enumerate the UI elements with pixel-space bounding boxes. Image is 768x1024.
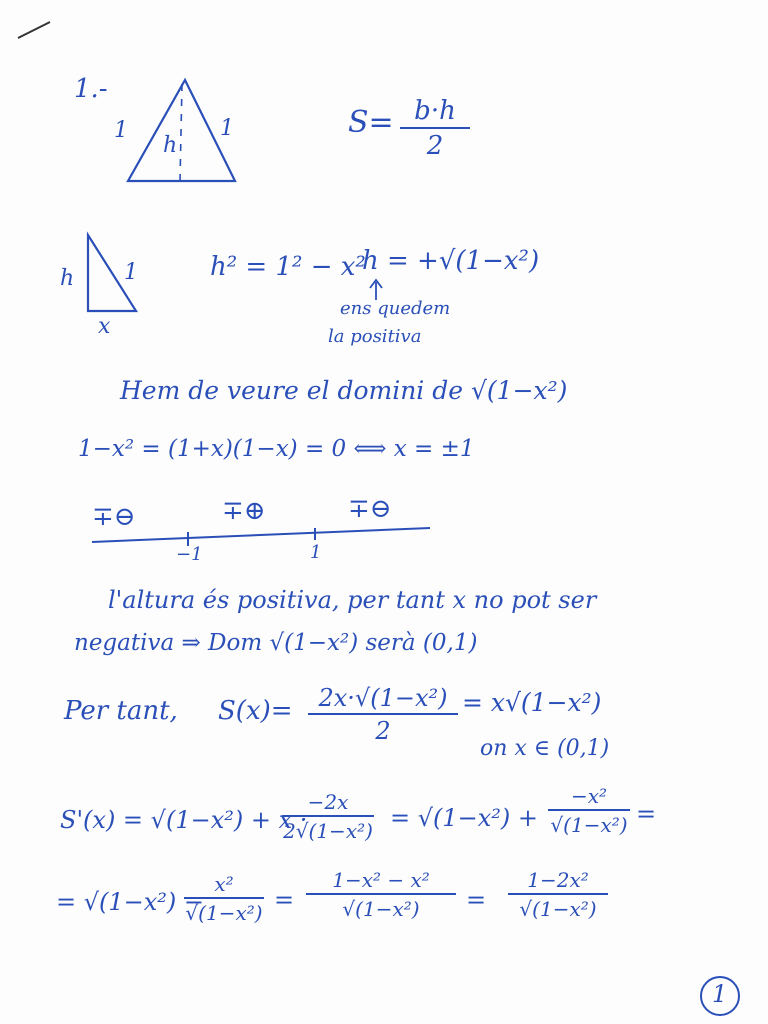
derivative-frac4-den: √(1−x²) xyxy=(342,897,420,921)
area-func-denominator: 2 xyxy=(375,717,391,745)
right-triangle-hyp-label: 1 xyxy=(124,260,138,285)
factor-equation: 1−x² = (1+x)(1−x) = 0 ⟺ x = ±1 xyxy=(78,436,475,462)
derivative-line1-end: = xyxy=(636,800,657,828)
page-number: 1 xyxy=(712,980,728,1008)
derivative-frac1-den: 2√(1−x²) xyxy=(283,819,373,843)
derivative-frac4 xyxy=(306,870,456,919)
derivative-frac4-num: 1−x² − x² xyxy=(306,870,456,895)
right-triangle-base-label: x xyxy=(98,314,111,339)
derivative-frac3 xyxy=(184,874,264,923)
derivative-frac5-den: √(1−x²) xyxy=(519,897,597,921)
derivative-frac3-den: √(1−x²) xyxy=(185,901,263,925)
triangle-height-label: h xyxy=(163,133,178,158)
conclusion-line-2: negativa ⇒ Dom √(1−x²) serà (0,1) xyxy=(74,630,478,656)
sign-right: ∓⊖ xyxy=(348,494,392,524)
derivative-frac2-den: √(1−x²) xyxy=(550,813,628,837)
area-func-domain: on x ∈ (0,1) xyxy=(480,736,610,761)
derivative-line2-eq1: = xyxy=(274,886,295,914)
derivative-line2-start: = √(1−x²) − xyxy=(56,888,205,916)
problem-number: 1.- xyxy=(74,74,108,104)
derivative-line1-mid: = √(1−x²) + xyxy=(390,804,539,832)
triangle-side-left-label: 1 xyxy=(114,118,128,143)
derivative-frac2 xyxy=(548,786,630,835)
triangle-height-line xyxy=(180,84,182,181)
triangle-side-right-label: 1 xyxy=(220,116,234,141)
derivative-line2-eq2: = xyxy=(466,886,487,914)
area-lhs: S= xyxy=(348,105,394,140)
pythagoras-lhs: h² = 1² − x² xyxy=(210,252,366,282)
sign-left: ∓⊖ xyxy=(92,502,136,532)
area-numerator: b·h xyxy=(400,98,470,129)
area-func-prefix: Per tant, xyxy=(64,696,178,726)
right-triangle-leg-label: h xyxy=(60,266,75,291)
tick-label-minus-one: −1 xyxy=(176,544,203,565)
derivative-frac5-num: 1−2x² xyxy=(508,870,608,895)
area-func-fraction xyxy=(308,686,458,743)
derivative-line1-lhs: S'(x) = √(1−x²) + x · xyxy=(60,806,308,834)
stray-mark xyxy=(18,22,50,38)
number-line xyxy=(92,528,430,542)
area-denominator: 2 xyxy=(426,131,444,161)
derivative-frac1 xyxy=(282,792,374,841)
area-func-lhs: S(x)= xyxy=(218,696,293,726)
domain-statement: Hem de veure el domini de √(1−x²) xyxy=(120,376,568,405)
sign-middle: ∓⊕ xyxy=(222,496,266,526)
area-fraction xyxy=(400,98,470,159)
note-line-1: ens quedem xyxy=(340,298,451,319)
note-line-2: la positiva xyxy=(328,326,422,347)
derivative-frac2-num: −x² xyxy=(548,786,630,811)
area-func-numerator: 2x·√(1−x²) xyxy=(308,686,458,715)
area-func-rhs: = x√(1−x²) xyxy=(462,688,602,717)
pythagoras-rhs: h = +√(1−x²) xyxy=(362,246,540,276)
derivative-frac3-num: x² xyxy=(184,874,264,899)
derivative-frac1-num: −2x xyxy=(282,792,374,817)
tick-label-one: 1 xyxy=(310,542,322,563)
conclusion-line-1: l'altura és positiva, per tant x no pot ser xyxy=(108,586,597,614)
derivative-frac5 xyxy=(508,870,608,919)
